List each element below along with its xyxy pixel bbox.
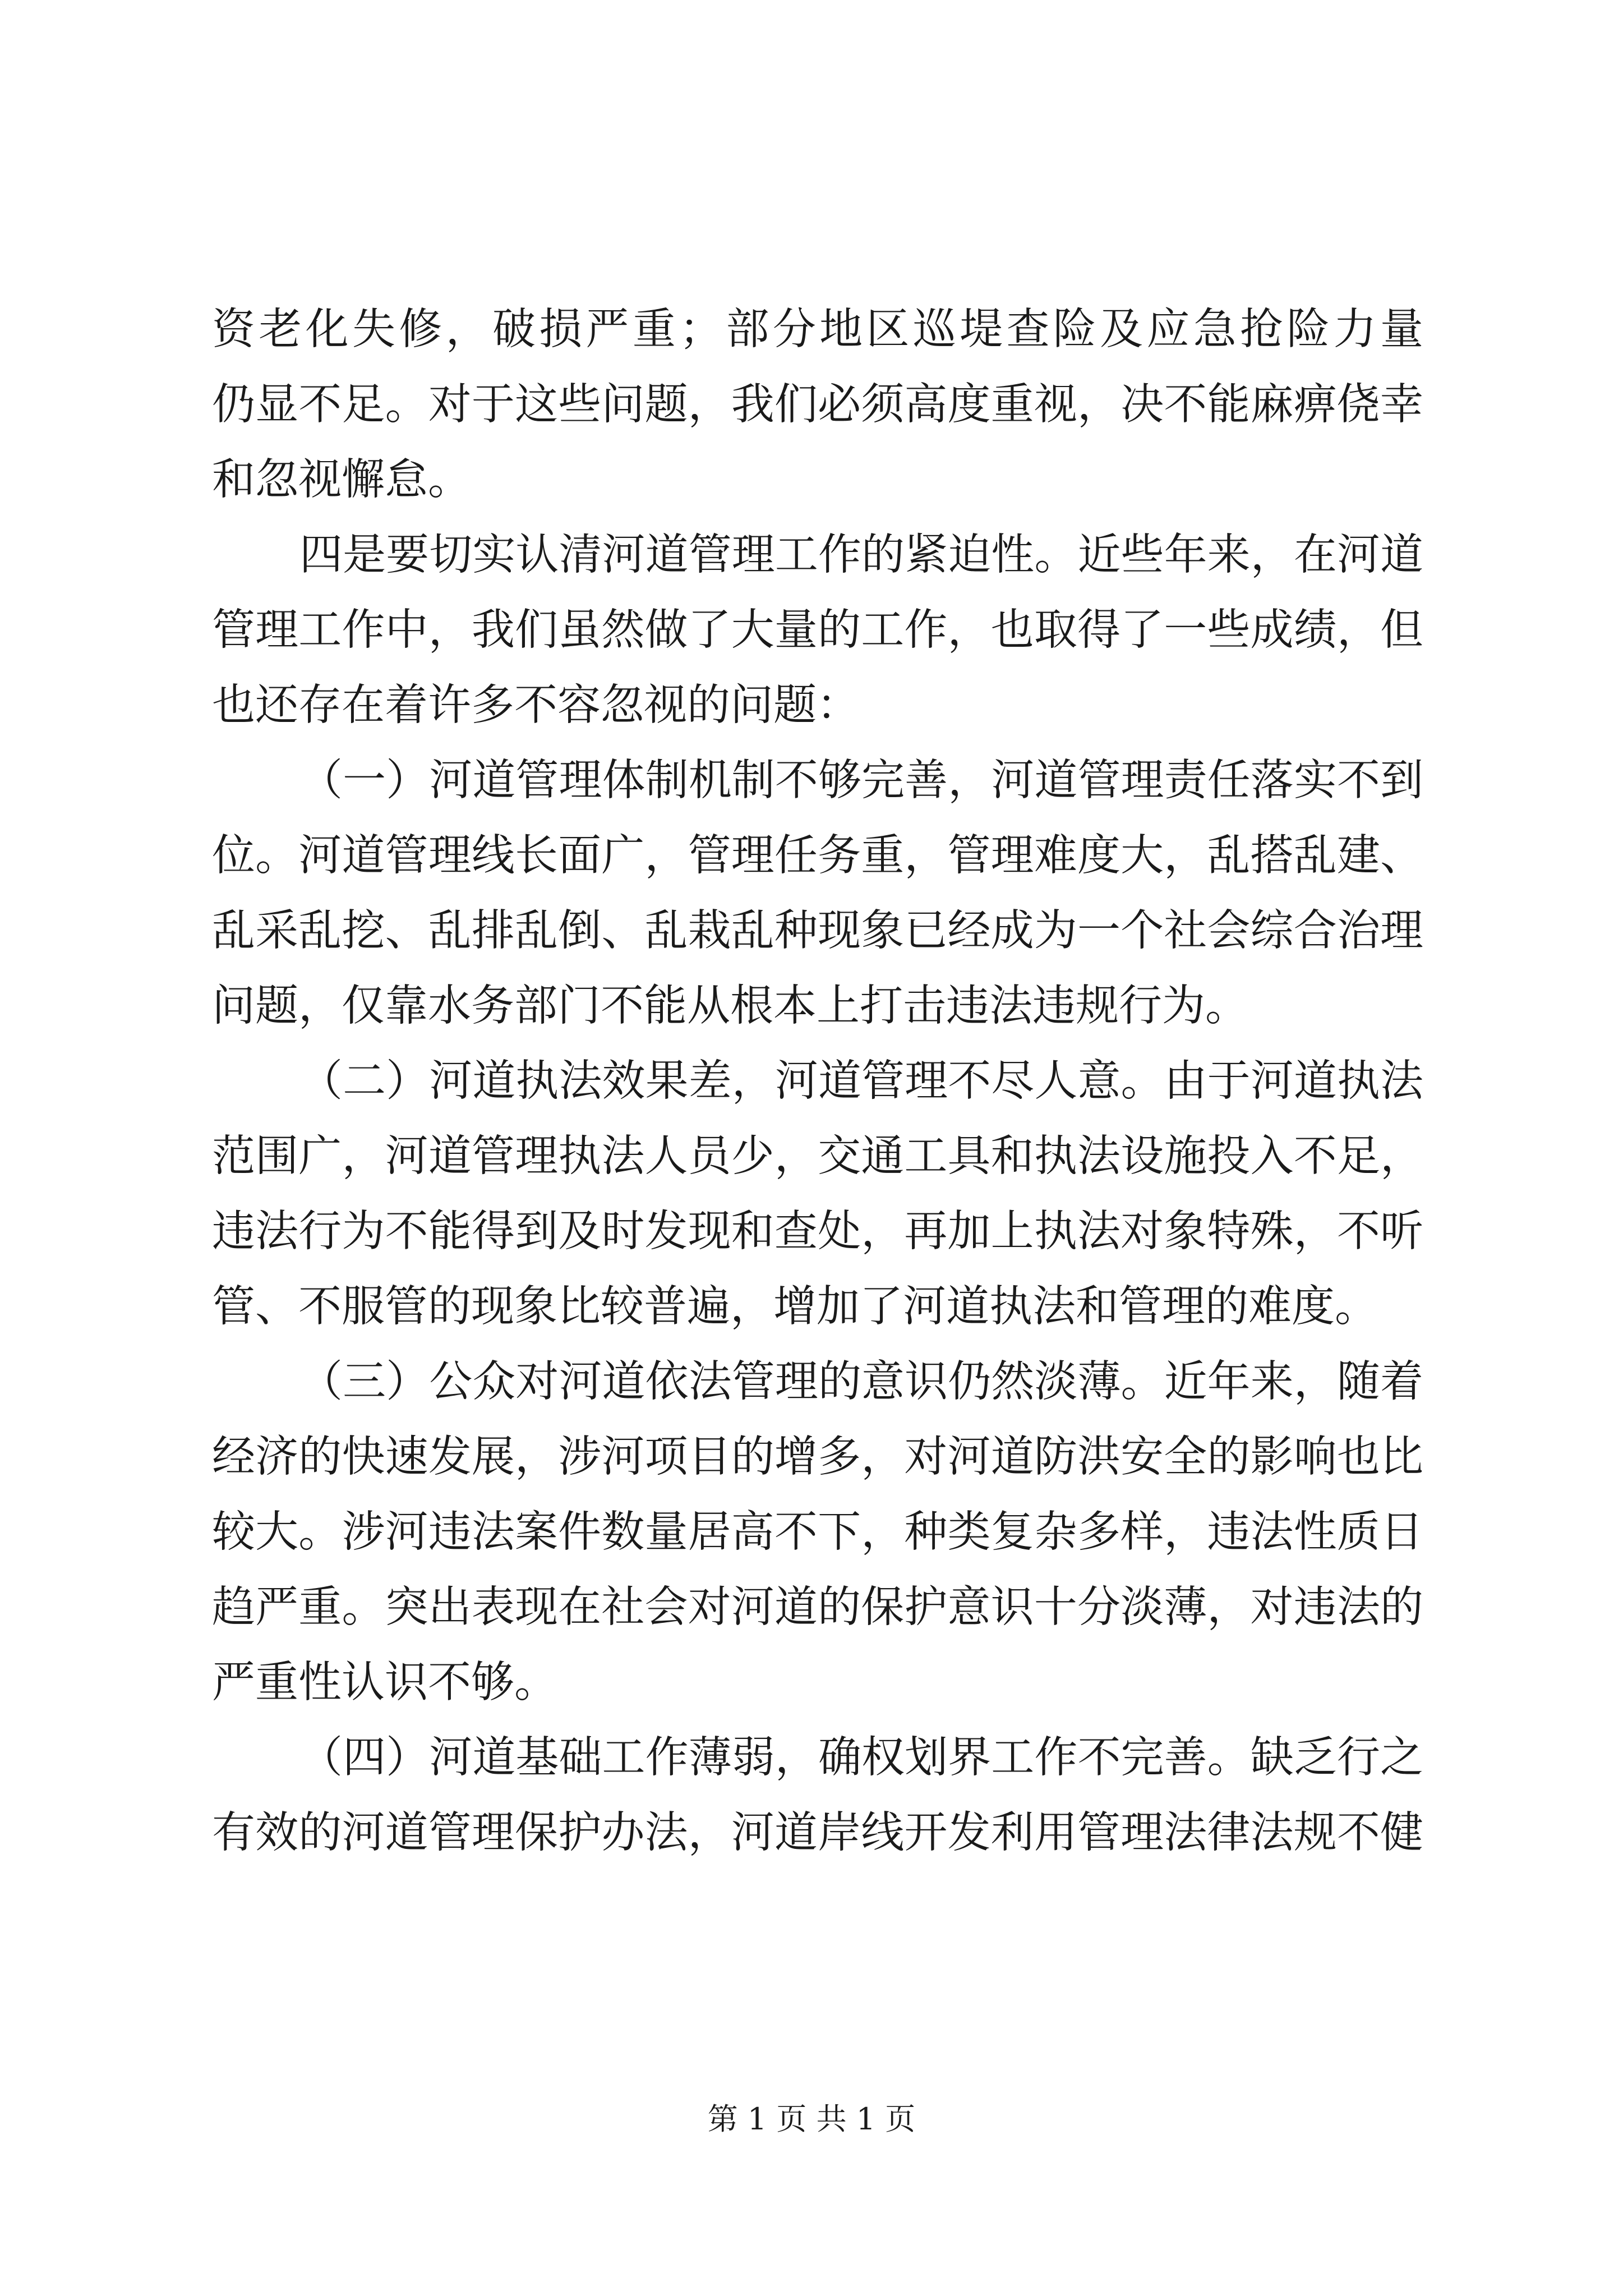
text-line: 趋严重。突出表现在社会对河道的保护意识十分淡薄，对违法的	[212, 1582, 1423, 1632]
paragraph-first-line: （二）河道执法效果差，河道管理不尽人意。由于河道执法	[299, 1056, 1423, 1106]
text-line: 乱采乱挖、乱排乱倒、乱栽乱种现象已经成为一个社会综合治理	[212, 906, 1423, 956]
text-line: 仍显不足。对于这些问题，我们必须高度重视，决不能麻痹侥幸	[212, 380, 1423, 430]
text-line: 严重性认识不够。	[212, 1658, 557, 1708]
text-line: 管、不服管的现象比较普遍，增加了河道执法和管理的难度。	[212, 1282, 1378, 1332]
text-line: 和忽视懈怠。	[212, 455, 471, 505]
text-line: 违法行为不能得到及时发现和查处，再加上执法对象特殊，不听	[212, 1207, 1423, 1257]
text-line: 也还存在着许多不容忽视的问题：	[212, 680, 860, 730]
paragraph-first-line: （四）河道基础工作薄弱，确权划界工作不完善。缺乏行之	[299, 1733, 1423, 1783]
paragraph-first-line: （三）公众对河道依法管理的意识仍然淡薄。近年来，随着	[299, 1357, 1423, 1407]
text-line: 有效的河道管理保护办法，河道岸线开发利用管理法律法规不健	[212, 1808, 1423, 1858]
text-line: 管理工作中，我们虽然做了大量的工作，也取得了一些成绩，但	[212, 605, 1423, 655]
page-footer: 第 1 页 共 1 页	[707, 2101, 916, 2137]
text-line: 较大。涉河违法案件数量居高不下，种类复杂多样，违法性质日	[212, 1507, 1423, 1557]
paragraph-first-line: （一）河道管理体制机制不够完善，河道管理责任落实不到	[299, 756, 1423, 806]
paragraph-first-line: 四是要切实认清河道管理工作的紧迫性。近些年来，在河道	[299, 530, 1423, 580]
text-line: 范围广，河道管理执法人员少，交通工具和执法设施投入不足，	[212, 1131, 1423, 1181]
text-line: 资老化失修，破损严重；部分地区巡堤查险及应急抢险力量	[212, 305, 1423, 355]
text-line: 位。河道管理线长面广，管理任务重，管理难度大，乱搭乱建、	[212, 831, 1423, 881]
text-line: 问题，仅靠水务部门不能从根本上打击违法违规行为。	[212, 981, 1248, 1031]
text-line: 经济的快速发展，涉河项目的增多，对河道防洪安全的影响也比	[212, 1432, 1423, 1482]
